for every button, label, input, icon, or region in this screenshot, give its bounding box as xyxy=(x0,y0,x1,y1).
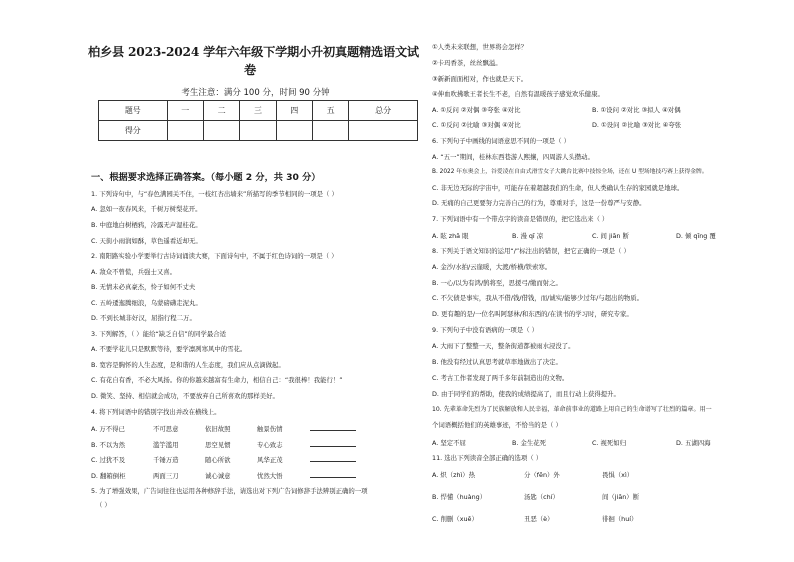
option-line: D. ①设问 ②比喻 ③对比 ④夸张 xyxy=(592,121,682,129)
paper-title xyxy=(88,43,428,79)
score-blank-cell[interactable] xyxy=(203,121,239,141)
option-line: B. 他没有经过认真思考就草率地做出了决定。 xyxy=(432,358,562,366)
idiom-item: 依旧故照 xyxy=(205,425,231,433)
score-blank-cell[interactable] xyxy=(240,121,276,141)
idiom-item: 专心致志 xyxy=(257,441,283,449)
score-header-cell: 总分 xyxy=(349,101,418,121)
option-line: C. 不欠债是事实，我从不借/钱/借钱，而/诚实/能够少过年/与超出的物质。 xyxy=(432,294,644,302)
pinyin-item: 分（fēn）外 xyxy=(524,471,560,479)
idiom-item: 诚心诚意 xyxy=(205,472,231,480)
score-table xyxy=(98,100,418,141)
question-11: 11. 选出下列读音全部正确的选项（ ） xyxy=(432,454,543,462)
pinyin-item: 丑恶（è） xyxy=(524,515,554,523)
score-header-cell: 一 xyxy=(167,101,203,121)
idiom-item: D. 翻箱倒柜 xyxy=(91,472,126,480)
idiom-item: 滥竽滥用 xyxy=(153,441,179,449)
option-line: B. 2022 年东奥会上，谷爱凌在自由式滑雪女子大跳台比赛中技惊全场，还在 U 型场地技巧赛上获得金牌。 xyxy=(432,169,708,175)
idiom-item: 思空见惯 xyxy=(205,441,231,449)
section-heading: 一、根据要求选择正确答案。（每小题 2 分，共 30 分） xyxy=(91,172,321,183)
option-line: C. 非无边无际的宇宙中，可能存在着超越我们的生命，但人类确认生存的家园就是地球。 xyxy=(432,184,684,192)
answer-paren: （ ） xyxy=(96,501,111,509)
question-10-cont: 个词语概括他们的英雄事迹，不恰当的是（ ） xyxy=(432,421,562,429)
pinyin-item: 间（jiān）断 xyxy=(602,493,640,501)
idiom-item: C. 过犹不及 xyxy=(91,456,126,464)
score-row xyxy=(99,121,418,141)
option-item: C. 间 jiān 断 xyxy=(592,232,629,240)
score-header-cell: 五 xyxy=(312,101,348,121)
option-line: D. 更有趣的是/一位名叫阿瑟林/和东西的/在读书的学习时，研究专家。 xyxy=(432,310,633,318)
score-row-label: 得分 xyxy=(99,121,168,141)
score-blank-cell[interactable] xyxy=(167,121,203,141)
pinyin-item: A. 炽（zhì）热 xyxy=(432,471,476,479)
score-blank-cell[interactable] xyxy=(312,121,348,141)
pinyin-item: 汤匙（chí） xyxy=(524,493,559,501)
option-item: D. 五湖四海 xyxy=(676,439,711,447)
ad-line: ③新新面面相对，作也就是天下。 xyxy=(432,75,528,83)
option-item: A. 眩 zhā 眼 xyxy=(432,232,469,240)
option-line: A. 敌众不曾慌，兵强士又喜。 xyxy=(91,268,177,276)
option-line: A. 大雨下了整整一天，整条街道都被雨水浸没了。 xyxy=(432,342,575,350)
question-10: 10. 先辈革命先烈为了民族解放和人民幸福，革命前事业的道路上用自己的生命谱写了壮烈的篇章。用一 xyxy=(432,406,712,413)
title-line-2: 卷 xyxy=(244,63,256,77)
score-header-cell: 题号 xyxy=(99,101,168,121)
option-line: B. ①设问 ②对比 ③拟人 ④对偶 xyxy=(592,106,681,114)
ad-line: ④伸血吹拂歌王者长生不老，自然有温暖孩子感觉欢乐健康。 xyxy=(432,90,604,98)
option-line: B. 宽容是胸怀的人生态度，是和谐的人生态度，我们应从点滴做起。 xyxy=(91,361,285,369)
score-blank-cell[interactable] xyxy=(349,121,418,141)
title-line-1: 柏乡县 2023-2024 学年六年级下学期小升初真题精选语文试 xyxy=(88,45,419,59)
option-line: C. 有花自有香，不必大风扬。你的你越来越富有生命力，相信自己：“我很棒！我能行！” xyxy=(91,376,343,384)
option-line: B. 中庭地白树栖鸦，冷露无声湿桂花。 xyxy=(91,221,202,229)
score-header-cell: 二 xyxy=(203,101,239,121)
idiom-item: 随心所欲 xyxy=(205,456,231,464)
exam-notice: 考生注意：满分 100 分，时间 90 分钟 xyxy=(181,88,330,98)
question-9: 9. 下列句子中没有语病的一项是（ ） xyxy=(432,326,539,334)
idiom-item: B. 不以为然 xyxy=(91,441,126,449)
question-7: 7. 下列词语中有一个带点字的读音是错误的，把它选出来（ ） xyxy=(432,215,609,223)
question-4: 4. 将下列词语中的错别字找出并改在横线上。 xyxy=(91,408,221,416)
option-line: A. “五一”期间，桂林东西巷游人熙攘，四周游人头攒动。 xyxy=(432,153,594,161)
option-line: C. 五岭逶迤腾细浪，乌蒙磅礴走泥丸。 xyxy=(91,299,202,307)
pinyin-item: 畏惧（xì） xyxy=(602,471,634,479)
pinyin-item: B. 悍懂（huàng） xyxy=(432,493,487,501)
option-line: D. 无痛的自己更要努力完善自己的行为，尊重对手，这是一份尊严与安静。 xyxy=(432,199,646,207)
option-item: D. 倾 qīng 覆 xyxy=(676,232,716,240)
option-item: B. 漫 qī 凉 xyxy=(512,232,544,240)
ad-line: ②卡玛香茶，丝丝飘溢。 xyxy=(432,59,502,67)
option-line: D. 由于同学们的帮助，使我的成绩提高了，而且行动上获得提升。 xyxy=(432,390,620,398)
idiom-item: 不可思意 xyxy=(153,425,179,433)
option-item: B. 金生花死 xyxy=(512,439,547,447)
option-line: D. 微笑、坚持、相信就会成功，不要放弃自己所喜欢的那样美好。 xyxy=(91,392,279,400)
option-item: A. 坚定不屈 xyxy=(432,439,466,447)
option-line: A. ①反问 ②对偶 ③夸张 ④对比 xyxy=(432,106,521,114)
option-line: C. 天街小雨润如酥，草色遥看近却无。 xyxy=(91,237,202,245)
pinyin-item: 徘徊（huí） xyxy=(602,515,638,523)
idiom-item: 风华正茂 xyxy=(257,456,283,464)
option-line: C. 考古工作者发现了两千多年前制造出的文物。 xyxy=(432,374,569,382)
question-2: 2. 南阳路实验小学要举行古诗词诵读大赛，下面诗句中，不属于红色诗词的一项是（ ） xyxy=(91,252,338,260)
score-header-cell: 四 xyxy=(276,101,312,121)
score-blank-cell[interactable] xyxy=(276,121,312,141)
score-header-row xyxy=(99,101,418,121)
question-8: 8. 下列关于语文知识的运用“/”标注出的错误，把它正确的一项是（ ） xyxy=(432,247,630,255)
idiom-item: 两面三刀 xyxy=(153,472,179,480)
option-line: B. 无情未必真豪杰，怜子如何不丈夫 xyxy=(91,283,196,291)
option-line: B. 一心/以为有鸿/鹄将至，思援弓/缴而射之。 xyxy=(432,279,562,287)
idiom-item: A. 万不得已 xyxy=(91,425,125,433)
idiom-item: 忧然大悟 xyxy=(257,472,283,480)
option-line: A. 不要学花儿只是默默等待，要学凛冽寒风中的雪花。 xyxy=(91,345,247,353)
option-line: D. 不到长城非好汉，屈指行程二万。 xyxy=(91,314,196,322)
option-line: A. 忽如一夜春风来，千树万树梨花开。 xyxy=(91,205,202,213)
option-line: C. ①反问 ②比喻 ③对偶 ④对比 xyxy=(432,121,521,129)
question-3: 3. 下列解答，（ ）能给“缺乏自信”的同学最合适 xyxy=(91,330,227,338)
question-6: 6. 下列句子中画线的词语意思不同的一项是（ ） xyxy=(432,137,570,145)
question-5: 5. 为了增强效果，广告词往往也运用各种修辞手法，请选出对下列广告词修辞手法辨别正确的一项 xyxy=(91,487,368,495)
idiom-item: 触景伤情 xyxy=(257,425,283,433)
option-line: A. 金沙/水拍/云崖暖，大渡/桥横/铁索寒。 xyxy=(432,263,552,271)
pinyin-item: C. 削删（xuē） xyxy=(432,515,478,523)
option-item: C. 视死如归 xyxy=(592,439,627,447)
ad-line: ①人类未来联想，世界将会怎样？ xyxy=(432,43,528,51)
score-header-cell: 三 xyxy=(240,101,276,121)
idiom-item: 千锤万造 xyxy=(153,456,179,464)
question-1: 1. 下列诗句中，与“春色满园关不住，一枝红杏出墙来”所描写的季节相同的一项是（ ） xyxy=(91,190,338,198)
